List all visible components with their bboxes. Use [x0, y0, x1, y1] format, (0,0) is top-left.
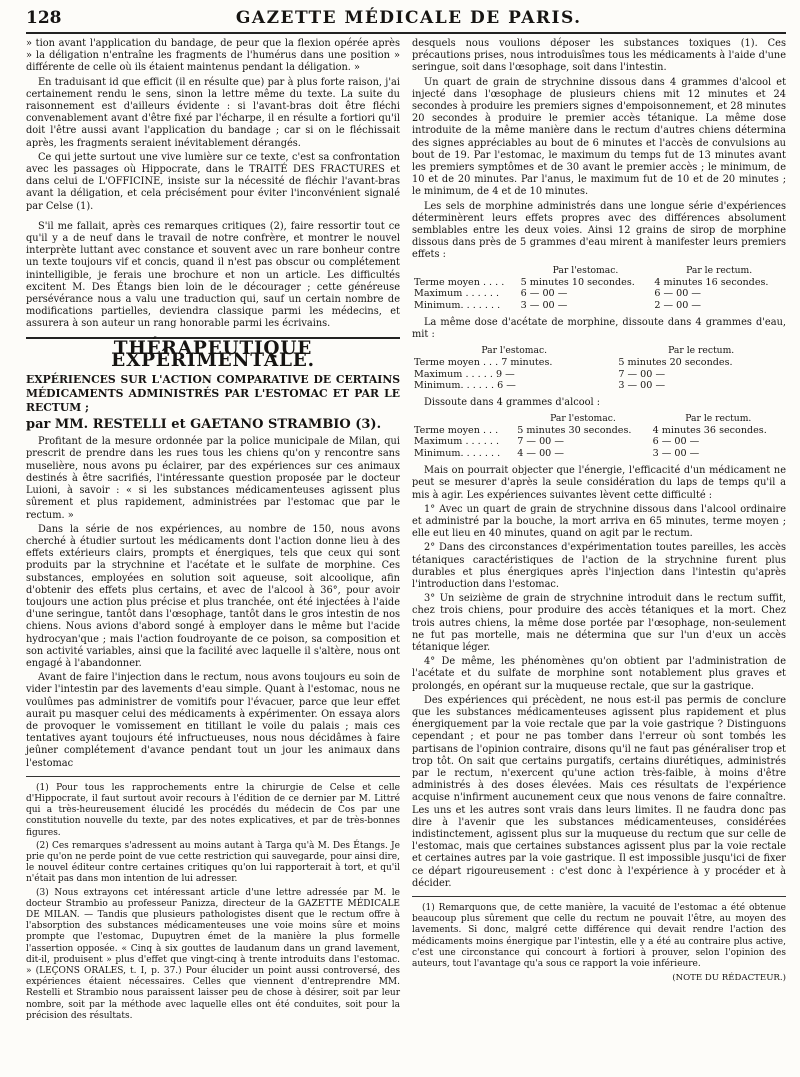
page-number: 128: [26, 8, 62, 28]
section-title: THÉRAPEUTIQUE EXPÉRIMENTALE.: [111, 337, 315, 371]
column-header-rectum: Par le rectum.: [686, 264, 753, 276]
paragraph: Mais on pourrait objecter que l'énergie, l'efficacité d'un médicament ne peut se mesurer d'après la seule considération du laps de temps qu'il a mis à agir. Les expériences suivantes lèvent cette difficulté :: [412, 465, 786, 501]
column-header-stomach: Par l'estomac.: [552, 264, 619, 276]
table-row: Minimum. . . . . . 6 — 3 — 00 —: [414, 379, 666, 391]
table-row: Minimum. . . . . . . 3 — 00 — 2 — 00 —: [414, 299, 701, 311]
paragraph: 2° Dans des circonstances d'expérimentation toutes pareilles, les accès tétaniques caractéristiques de l'action de la strychnine furent plus durables et plus énergiques après l'injection dans l'intestin qu'après l'introduction dans l'estomac.: [412, 542, 786, 590]
results-table-acetate-water: [412, 345, 786, 392]
table-row: Maximum . . . . . . 7 — 00 — 6 — 00 —: [414, 436, 700, 448]
article-subtitle: EXPÉRIENCES SUR L'ACTION COMPARATIVE DE CERTAINS MÉDICAMENTS ADMINISTRÉS PAR L'ESTOMAC ET PAR LE RECTUM ;: [26, 373, 400, 415]
paragraph: 3° Un seizième de grain de strychnine introduit dans le rectum suffit, chez trois chiens, pour produire des accès tétaniques et la mort. Chez trois autres chiens, la même dose portée par l'œsophage, non-seulement ne fut pas mortelle, mais ne détermina que sur l'un d'eux un accès tétanique léger.: [412, 593, 786, 653]
paragraph: La même dose d'acétate de morphine, dissoute dans 4 grammes d'eau, mit :: [412, 317, 786, 341]
journal-title: GAZETTE MÉDICALE DE PARIS.: [235, 8, 582, 28]
table-row: Maximum . . . . . . 6 — 00 — 6 — 00 —: [414, 288, 701, 300]
masthead: [26, 8, 786, 34]
paragraph: Ce qui jette surtout une vive lumière sur ce texte, c'est sa confrontation avec les passages où Hippocrate, dans le TRAITÉ DES FRACTURES et dans celui de L'OFFICINE, insiste sur la nécessité de fléchir l'avant-bras avant la déligation, et cela précisément pour éviter l'inconvénient signalé par Celse (1).: [26, 151, 400, 212]
paragraph: Dissoute dans 4 grammes d'alcool :: [424, 397, 601, 409]
footnote: (1) Pour tous les rapprochements entre la chirurgie de Celse et celle d'Hippocrate, il faut surtout avoir recours à l'édition de ce dernier par M. Littré qui a très-heureusement élucidé les procédés du médecin de Cos par une constitution nouvelle du texte, par des notes explicatives, et par de très-bonnes figures.: [26, 782, 400, 838]
footnotes: [26, 783, 400, 1022]
footnote: (1) Remarquons que, de cette manière, la vacuité de l'estomac a été obtenue beaucoup plus sûrement que celle du rectum ne pouvait l'être, au moyen des lavements. Si donc, malgré cette différence qui devait rendre l'action des médicaments moins énergique par l'intestin, elle y a été au contraire plus active, c'est une circonstance qui concourt à fortiori à prouver, selon l'opinion des auteurs, tout l'avantage qu'a sous ce rapport la voie inférieure.: [412, 903, 786, 970]
paragraph: 4° De même, les phénomènes qu'on obtient par l'administration de l'acétate et du sulfate de morphine sont notablement plus graves et prolongés, en opérant sur la muqueuse rectale, que sur la gastrique.: [412, 656, 786, 692]
article-authors: par MM. RESTELLI et GAETANO STRAMBIO (3).: [26, 417, 382, 433]
paragraph: Les sels de morphine administrés dans une longue série d'expériences déterminèrent leurs effets propres avec des différences absolument semblables entre les deux voies. Ainsi 12 grains de sirop de morphine dissous dans près de 5 grammes d'eau mirent à manifester leurs premiers effets :: [412, 200, 786, 261]
left-column: [26, 38, 400, 1024]
footnote-divider: [26, 776, 400, 777]
footnote: (2) Ces remarques s'adressent au moins autant à Targa qu'à M. Des Étangs. Je prie qu'on ne perde point de vue cette restriction qui sauvegarde, pour ainsi dire, le nouvel éditeur contre certaines critiques qu'on lui rapporterait à tort, et qu'il n'était pas dans mon intention de lui adresser.: [26, 840, 400, 885]
paragraph: 1° Avec un quart de grain de strychnine dissous dans l'alcool ordinaire et administré par la bouche, la mort arriva en 65 minutes, terme moyen ; elle eut lieu en 40 minutes, quand on agit par le rectum.: [412, 503, 786, 540]
paragraph: Avant de faire l'injection dans le rectum, nous avons toujours eu soin de vider l'intestin par des lavements d'eau simple. Quant à l'estomac, nous ne voulûmes pas administrer de vomitifs pour l'évacuer, parce que leur effet aurait pu masquer celui des médicaments à expérimenter. On essaya alors de provoquer le vomissement en titillant le voile du palais ; mais ces tentatives ayant toujours été infructueuses, nous nous décidâmes à faire jeûner complétement d'avance pendant tout un jour les animaux dans l'estomac: [26, 672, 400, 769]
editor-note-signature: (NOTE DU RÉDACTEUR.): [672, 973, 786, 984]
column-header-stomach: Par l'estomac.: [550, 412, 616, 424]
results-table-sirop: [412, 265, 786, 312]
footnote: (3) Nous extrayons cet intéressant article d'une lettre adressée par M. le docteur Strambio au professeur Panizza, directeur de la GAZETTE MÉDICALE DE MILAN. — Tandis que plusieurs pathologistes disent que le rectum offre à l'absorption des substances médicamenteuses une voie moins sûre et moins prompte que l'estomac, Dupuytren émet de la manière la plus formelle l'assertion opposée. « Cinq à six gouttes de laudanum dans un grand lavement, dit-il, produisent » plus d'effet que vingt-cinq à trente introduits dans l'estomac. » (LEÇONS ORALES, t. I, p. 37.) Pour élucider un point aussi controversé, des expériences étaient nécessaires. Celles que viennent d'entreprendre MM. Restelli et Strambio nous paraissent laisser peu de chose à désirer, soit par leur nombre, soit par la méthode avec laquelle elles ont été conduites, soit pour la précision des résultats.: [26, 887, 400, 1021]
right-column: [412, 38, 786, 1024]
paragraph: S'il me fallait, après ces remarques critiques (2), faire ressortir tout ce qu'il y a de neuf dans le travail de notre confrère, et montrer le nouvel interprète luttant avec constance et souvent avec un rare bonheur contre un texte toujours vif et concis, quand il n'est pas obscur ou complétement inintelligible, je ferais une brochure et non un article. Les difficultés excitent M. Des Étangs bien loin de le décourager ; cette généreuse persévérance nous a valu une traduction qui, sauf un certain nombre de modifications partielles, deviendra classique parmi les médecins, et assurera à son auteur un rang honorable parmi les écrivains.: [26, 220, 400, 330]
table-row: Terme moyen . . . 7 minutes. 5 minutes 20 secondes.: [414, 357, 733, 369]
paragraph: desquels nous voulions déposer les substances toxiques (1). Ces précautions prises, nous introduisîmes tous les médicaments à l'aide d'une seringue, soit dans l'œsophage, soit dans l'intestin.: [412, 38, 786, 74]
paragraph: En traduisant id que efficit (il en résulte que) par à plus forte raison, j'ai certainement rendu le sens, sinon la lettre même du texte. La suite du raisonnement est d'ailleurs évidente : si l'avant-bras doit être fléchi convenablement avant d'être fixé par l'écharpe, il en résulte a fortiori qu'il doit l'être aussi avant l'application du bandage ; car si on le fléchissait après, les fragments seraient inévitablement dérangés.: [26, 76, 400, 149]
paragraph: Dans la série de nos expériences, au nombre de 150, nous avons cherché à étudier surtout les médicaments dont l'action donne lieu à des effets extérieurs clairs, prompts et énergiques, tels que ceux qui sont produits par la strychnine et l'acétate et le sulfate de morphine. Ces substances, employées en solution soit aqueuse, soit alcoolique, afin d'obtenir des effets plus certains, et avec de l'alcool à 36°, pour avoir toujours une action plus précise et plus tranchée, ont été injectées à l'aide d'une seringue, tantôt dans l'œsophage, tantôt dans le gros intestin de nos chiens. Nous avions d'abord songé à employer dans le même but l'acide hydrocyan'que ; mais l'action foudroyante de ce poison, sa composition et son activité variables, ainsi que la facilité avec laquelle il s'altère, nous ont engagé à l'abandonner.: [26, 523, 400, 669]
column-header-stomach: Par l'estomac.: [481, 344, 548, 356]
table-row: Terme moyen . . . . 5 minutes 10 secondes. 4 minutes 16 secondes.: [414, 277, 769, 289]
table-row: Maximum . . . . . 9 — 7 — 00 —: [414, 368, 666, 380]
table-row: Terme moyen . . . 5 minutes 30 secondes. 4 minutes 36 secondes.: [414, 424, 767, 436]
results-table-acetate-alcohol: [412, 413, 786, 460]
table-row: Minimum. . . . . . . 4 — 00 — 3 — 00 —: [414, 447, 700, 459]
paragraph: Profitant de la mesure ordonnée par la police municipale de Milan, qui prescrit de prendre dans les rues tous les chiens qu'on y rencontre sans muselière, nous avons pu éclairer, par des expériences sur ces animaux destinés à être sacrifiés, l'intéressante question proposée par le docteur Luioni, à savoir : « si les substances médicamenteuses agissent plus sûrement et plus rapidement, administrées par l'estomac que par le rectum. »: [26, 436, 400, 521]
column-header-rectum: Par le rectum.: [685, 412, 752, 424]
columns: [26, 38, 786, 1024]
paragraph: Un quart de grain de strychnine dissous dans 4 grammes d'alcool et injecté dans l'œsophage de plusieurs chiens mit 12 minutes et 24 secondes à produire les premiers signes d'empoisonnement, et 28 minutes 20 secondes à produire le premier accès tétanique. La même dose introduite de la même manière dans le rectum d'autres chiens détermina des signes appréciables au bout de 6 minutes et l'accès de convulsions au bout de 19. Par l'estomac, le maximum du temps fut de 13 minutes avant les premiers symptômes et de 30 avant le premier accès ; le minimum, de 10 et de 20 minutes. Par l'anus, le maximum fut de 10 et de 20 minutes ; le minimum, de 4 et de 10 minutes.: [412, 76, 786, 198]
column-header-rectum: Par le rectum.: [668, 344, 735, 356]
footnotes: [412, 903, 786, 984]
footnote-divider: [412, 896, 786, 897]
paragraph: Des expériences qui précèdent, ne nous est-il pas permis de conclure que les substances médicamenteuses agissent plus rapidement et plus énergiquement par la voie rectale que par la voie gastrique ? Distinguons cependant ; et pour ne pas tomber dans l'erreur où sont tombés les partisans de l'opinion contraire, disons qu'il ne faut pas généraliser trop et trop tôt. On sait que certains purgatifs, certains diurétiques, administrés par le rectum, n'exercent qu'une action très-faible, à moins d'être administrés à des doses élevées. Mais ces résultats de l'expérience acquise n'infirment aucunement ceux que nous venons de faire connaître. Les uns et les autres sont vrais dans leurs limites. Il ne faudra donc pas dire à l'avenir que les substances médicamenteuses, considérées indistinctement, agissent plus sur la muqueuse du rectum que sur celle de l'estomac, mais que certaines substances agissent plus par la voie rectale et certaines autres par la voie gastrique. Il est impossible jusqu'ici de fixer ce départ rigoureusement : c'est donc à l'expérience à y procéder et à décider.: [412, 694, 786, 889]
paragraph: » tion avant l'application du bandage, de peur que la flexion opérée après » la déligation n'entraîne les fragments de l'humérus dans une position » différente de celle où ils étaient maintenus pendant la déligation. »: [26, 38, 400, 74]
